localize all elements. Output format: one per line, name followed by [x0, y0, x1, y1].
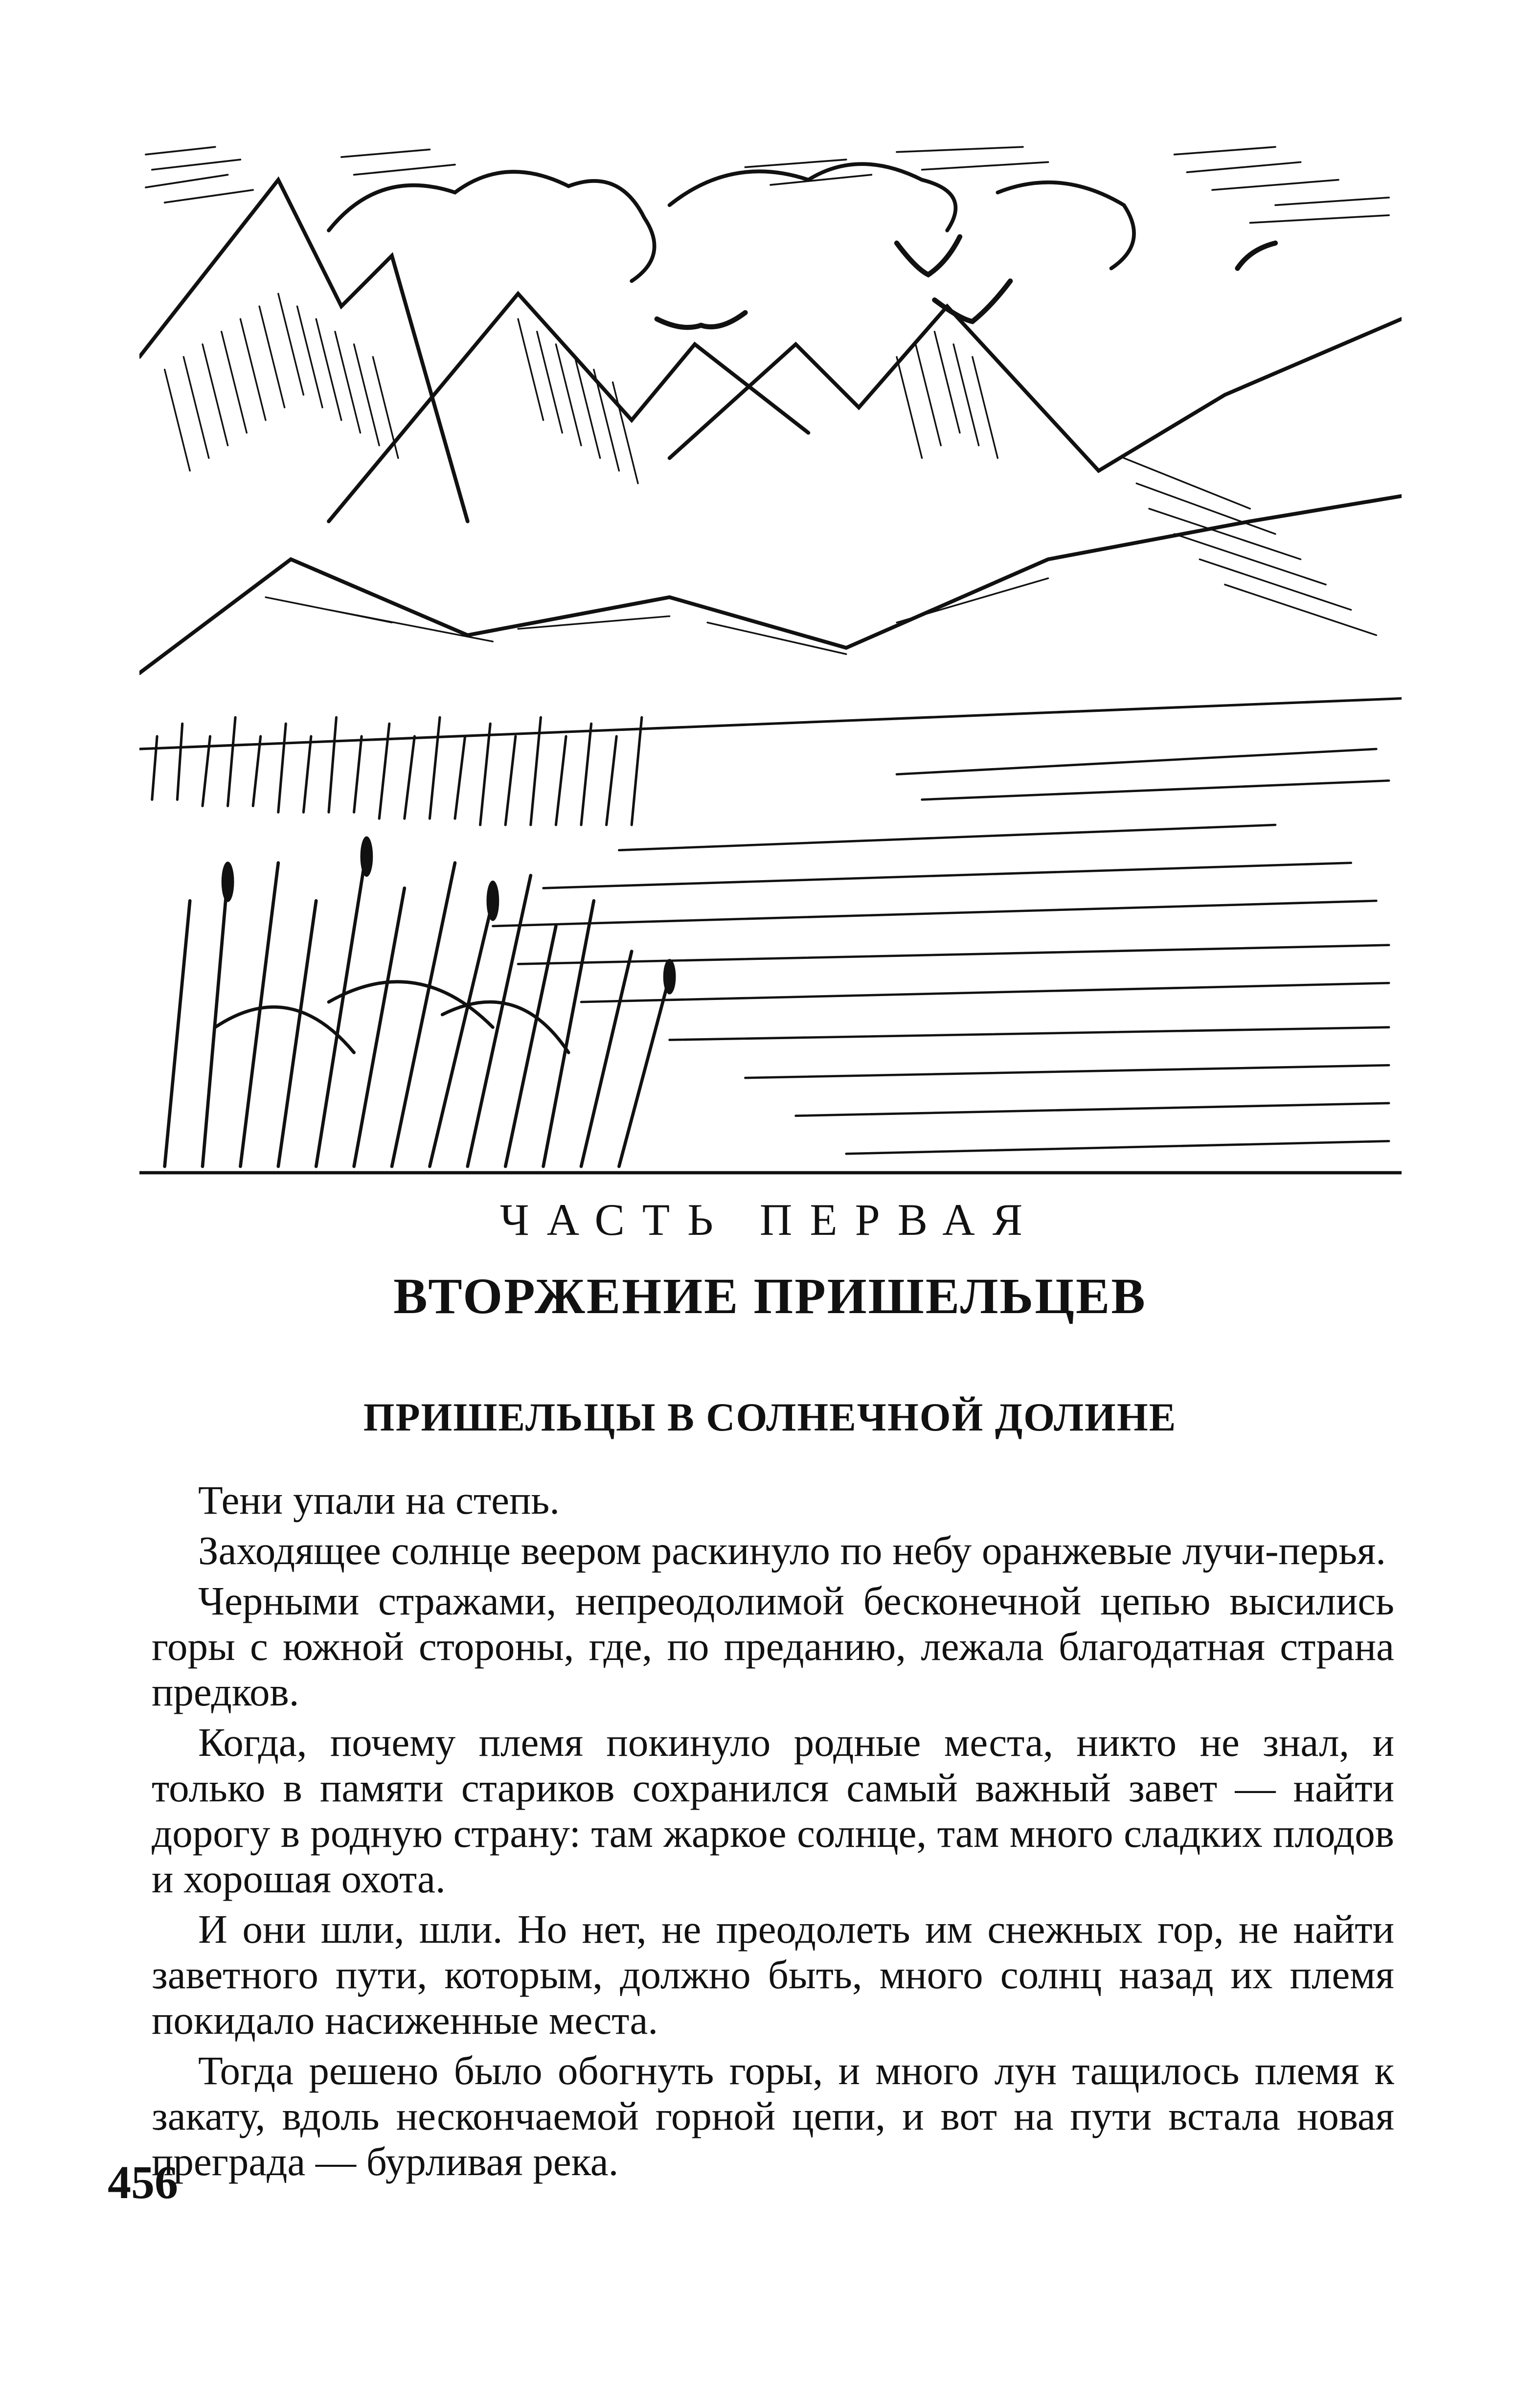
- water-ripples: [493, 749, 1389, 1154]
- foreground-reeds: [139, 850, 1402, 1173]
- reed-heads: [222, 836, 676, 994]
- birds: [657, 237, 1275, 327]
- landscape-illustration: [139, 142, 1402, 1179]
- chapter-title: ПРИШЕЛЬЦЫ В СОЛНЕЧНОЙ ДОЛИНЕ: [363, 1395, 1177, 1439]
- paragraph: Черными стражами, непреодолимой бесконечной цепью высились горы с южной стороны, где, по преданию, лежала благодатная страна предков.: [152, 1578, 1394, 1714]
- paragraph: Когда, почему племя покинуло родные места, никто не знал, и только в памяти стариков сохранился самый важный завет — найти дорогу в родную страну: там жаркое солнце, там много сладких плодов и хорошая охота.: [152, 1720, 1394, 1901]
- paragraph: Тогда решено было обогнуть горы, и много лун тащилось племя к закату, вдоль нескончаемой горной цепи, и вот на пути встала новая преграда — бурливая река.: [152, 2048, 1394, 2184]
- clouds: [329, 164, 1134, 281]
- paragraph: И они шли, шли. Но нет, не преодолеть им снежных гор, не найти заветного пути, которым, должно быть, много солнц назад их племя покидало насиженные места.: [152, 1907, 1394, 2043]
- mountain-shading: [165, 294, 1377, 654]
- paragraph: Тени упали на степь.: [198, 1477, 560, 1522]
- mountains: [139, 180, 1402, 673]
- sky-hatching: [146, 147, 1389, 223]
- far-shore-grass: [139, 699, 1402, 825]
- main-title: ВТОРЖЕНИЕ ПРИШЕЛЬЦЕВ: [393, 1268, 1147, 1324]
- paragraph: Заходящее солнце веером раскинуло по небу оранжевые лучи-перья.: [198, 1528, 1386, 1573]
- body-text: [152, 1477, 1394, 2189]
- part-label: ЧАСТЬ ПЕРВАЯ: [499, 1195, 1041, 1245]
- page-number: 456: [108, 2156, 178, 2208]
